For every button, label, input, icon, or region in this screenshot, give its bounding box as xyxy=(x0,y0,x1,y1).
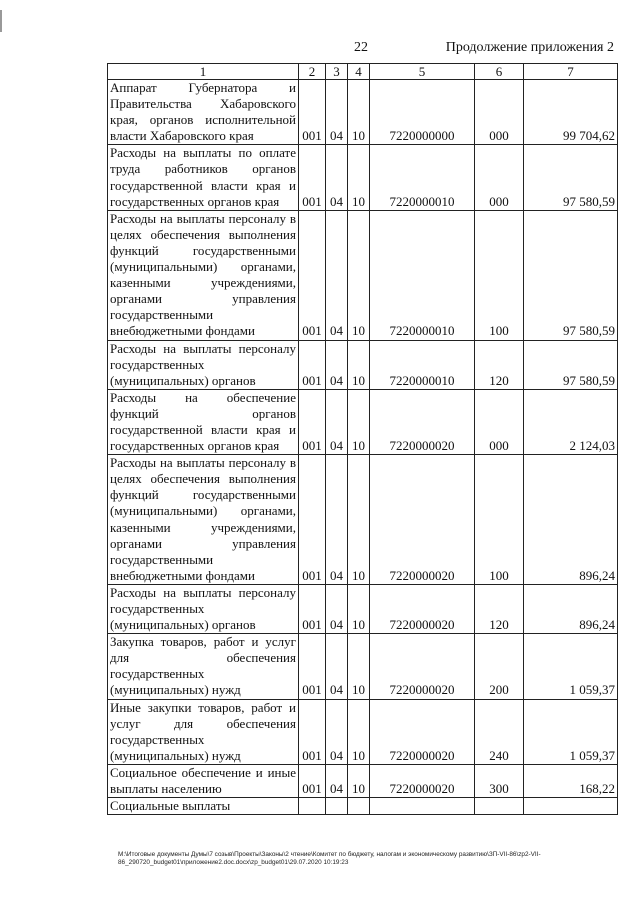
cell-subsection: 10 xyxy=(348,584,370,633)
cell-type: 000 xyxy=(475,145,524,210)
cell-target xyxy=(370,798,475,815)
cell-subsection: 10 xyxy=(348,340,370,389)
column-header: 4 xyxy=(348,64,370,80)
cell-target: 7220000010 xyxy=(370,340,475,389)
continuation-label: Продолжение приложения 2 xyxy=(445,40,614,55)
column-header: 2 xyxy=(299,64,326,80)
column-header: 5 xyxy=(370,64,475,80)
cell-target: 7220000020 xyxy=(370,764,475,797)
table-row xyxy=(108,798,618,815)
cell-subsection: 10 xyxy=(348,634,370,699)
cell-type: 240 xyxy=(475,699,524,764)
table-row xyxy=(108,584,618,633)
table-row xyxy=(108,80,618,145)
cell-section: 04 xyxy=(326,455,348,585)
table-row xyxy=(108,145,618,210)
cell-target: 7220000020 xyxy=(370,584,475,633)
table-row xyxy=(108,389,618,454)
cell-target: 7220000020 xyxy=(370,455,475,585)
cell-type: 200 xyxy=(475,634,524,699)
column-header: 1 xyxy=(108,64,299,80)
cell-target: 7220000020 xyxy=(370,634,475,699)
page-header xyxy=(0,40,640,60)
table-row xyxy=(108,210,618,340)
cell-type: 100 xyxy=(475,455,524,585)
cell-code: 001 xyxy=(299,634,326,699)
cell-target: 7220000020 xyxy=(370,699,475,764)
cell-subsection: 10 xyxy=(348,210,370,340)
table-row xyxy=(108,764,618,797)
margin-mark xyxy=(0,10,2,32)
cell-amount: 1 059,37 xyxy=(524,699,618,764)
cell-type: 100 xyxy=(475,210,524,340)
cell-code xyxy=(299,798,326,815)
budget-table xyxy=(107,63,618,815)
cell-amount: 896,24 xyxy=(524,455,618,585)
cell-code: 001 xyxy=(299,340,326,389)
cell-target: 7220000010 xyxy=(370,210,475,340)
cell-subsection: 10 xyxy=(348,389,370,454)
cell-section: 04 xyxy=(326,210,348,340)
cell-subsection: 10 xyxy=(348,80,370,145)
cell-type: 300 xyxy=(475,764,524,797)
cell-section: 04 xyxy=(326,145,348,210)
cell-subsection: 10 xyxy=(348,455,370,585)
row-name: Социальное обеспечение и иные выплаты населению xyxy=(108,764,299,797)
table-header-row xyxy=(108,64,618,80)
cell-subsection xyxy=(348,798,370,815)
cell-code: 001 xyxy=(299,210,326,340)
page-number: 22 xyxy=(354,40,368,55)
column-header: 7 xyxy=(524,64,618,80)
cell-code: 001 xyxy=(299,389,326,454)
cell-code: 001 xyxy=(299,764,326,797)
cell-section: 04 xyxy=(326,389,348,454)
cell-code: 001 xyxy=(299,699,326,764)
cell-amount: 168,22 xyxy=(524,764,618,797)
row-name: Расходы на выплаты персоналу государственных (муниципальных) органов xyxy=(108,584,299,633)
table-row xyxy=(108,340,618,389)
table-row xyxy=(108,634,618,699)
cell-amount: 97 580,59 xyxy=(524,340,618,389)
cell-subsection: 10 xyxy=(348,764,370,797)
cell-subsection: 10 xyxy=(348,699,370,764)
row-name: Расходы на выплаты персоналу в целях обеспечения выполнения функций государственными (муниципальными) органами, казенными учреждениями, органами управления государственными внебюджетными фондами xyxy=(108,455,299,585)
cell-type: 120 xyxy=(475,340,524,389)
footer-file-path: M:\Итоговые документы Думы\7 созыв\Проекты\Законы\2 чтение\Комитет по бюджету, налогам и экономическому развитию\ЗП-VII-86\zp2-VII-86_290720_budget01\приложение2.doc.docx\zp_budget01\29.07.2020 10:19:23 xyxy=(118,851,541,866)
cell-code: 001 xyxy=(299,455,326,585)
cell-target: 7220000000 xyxy=(370,80,475,145)
cell-section xyxy=(326,798,348,815)
table-row xyxy=(108,699,618,764)
column-header: 6 xyxy=(475,64,524,80)
cell-type: 120 xyxy=(475,584,524,633)
cell-target: 7220000010 xyxy=(370,145,475,210)
cell-section: 04 xyxy=(326,764,348,797)
cell-section: 04 xyxy=(326,634,348,699)
cell-code: 001 xyxy=(299,584,326,633)
cell-type: 000 xyxy=(475,389,524,454)
cell-amount: 896,24 xyxy=(524,584,618,633)
cell-code: 001 xyxy=(299,145,326,210)
cell-type: 000 xyxy=(475,80,524,145)
row-name: Расходы на выплаты персоналу государственных (муниципальных) органов xyxy=(108,340,299,389)
cell-section: 04 xyxy=(326,584,348,633)
cell-type xyxy=(475,798,524,815)
cell-subsection: 10 xyxy=(348,145,370,210)
row-name: Иные закупки товаров, работ и услуг для обеспечения государственных (муниципальных) нужд xyxy=(108,699,299,764)
cell-amount: 2 124,03 xyxy=(524,389,618,454)
cell-amount xyxy=(524,798,618,815)
row-name: Расходы на обеспечение функций органов государственной власти края и государственных органов края xyxy=(108,389,299,454)
row-name: Расходы на выплаты персоналу в целях обеспечения выполнения функций государственными (муниципальными) органами, казенными учреждениями, органами управления государственными внебюджетными фондами xyxy=(108,210,299,340)
cell-amount: 99 704,62 xyxy=(524,80,618,145)
column-header: 3 xyxy=(326,64,348,80)
row-name: Закупка товаров, работ и услуг для обеспечения государственных (муниципальных) нужд xyxy=(108,634,299,699)
row-name: Расходы на выплаты по оплате труда работников органов государственной власти края и государственных органов края xyxy=(108,145,299,210)
cell-section: 04 xyxy=(326,340,348,389)
table-row xyxy=(108,455,618,585)
cell-amount: 1 059,37 xyxy=(524,634,618,699)
cell-code: 001 xyxy=(299,80,326,145)
cell-amount: 97 580,59 xyxy=(524,210,618,340)
row-name: Аппарат Губернатора и Правительства Хабаровского края, органов исполнительной власти Хабаровского края xyxy=(108,80,299,145)
cell-section: 04 xyxy=(326,699,348,764)
row-name: Социальные выплаты xyxy=(108,798,299,815)
cell-amount: 97 580,59 xyxy=(524,145,618,210)
cell-section: 04 xyxy=(326,80,348,145)
cell-target: 7220000020 xyxy=(370,389,475,454)
